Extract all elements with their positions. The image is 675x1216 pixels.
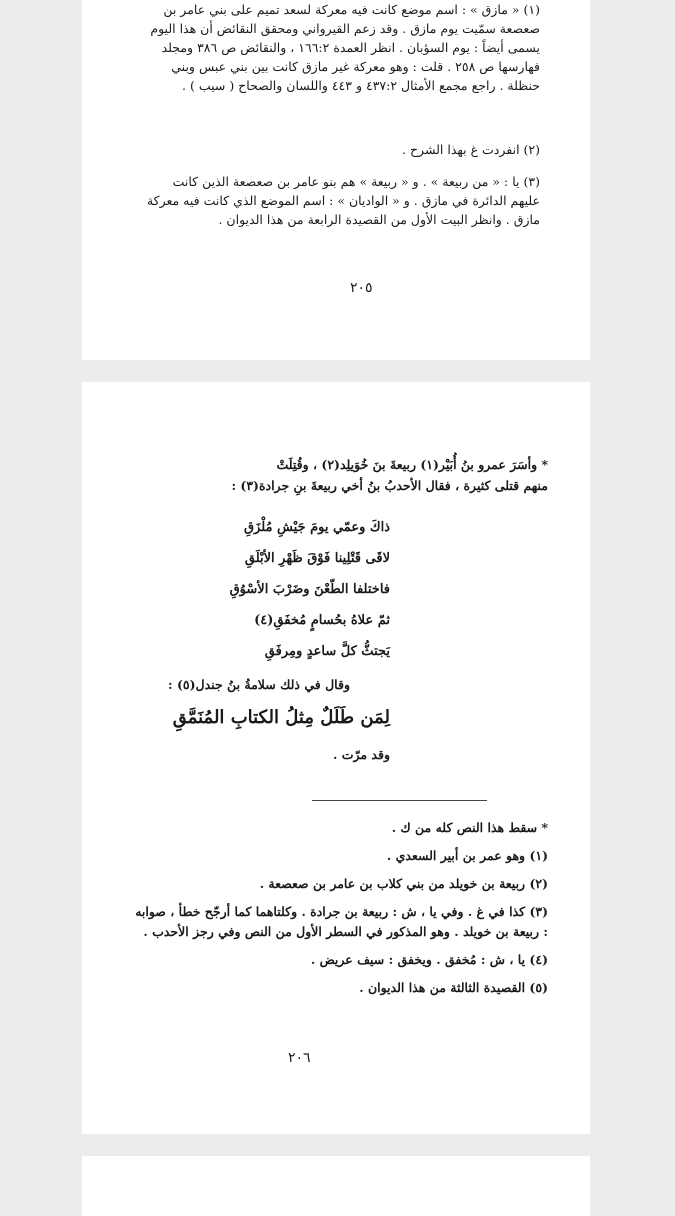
page-number: ٢٠٦ [288,1050,311,1066]
footnote-divider [312,800,487,801]
intro-paragraph [128,454,548,496]
footnote-text: (٢) انفردت غ بهذا الشرح . [402,142,540,157]
footnote-1 [140,0,540,95]
footnote-text: (٤) يا ، ش : مُخفق . ويخفق : سيف عريض . [310,952,548,967]
document-page-205 [82,0,590,360]
footnotes-block [128,818,548,1006]
salama-intro: وقال في ذلك سلامةُ بنُ جندل(٥) : [168,677,350,692]
page-number: ٢٠٥ [350,280,373,296]
verse-line: ذاكَ وعمّي يومَ جَيْشِ مُلْزَقِ [243,520,390,535]
footnote-text: * سقط هذا النص كله من ك . [391,820,548,835]
rajaz-verses [230,512,390,667]
footnote-text: (٣) كذا في غ . وفي يا ، ش : ربيعة بن جرادة . وكلتاهما كما أرجّح خطأ ، صوابه : ربيعة بن خويلد . وهو المذكور في السطر الأول من النص وفي رجز الأحدب . [135,904,548,939]
intro-line: منهم قتلى كثيرة ، فقال الأحدبُ بنُ أخي ربيعةَ بنِ جرادة(٣) : [231,478,548,493]
verse-line: فاختلفا الطّعْنَ وضَرْبَ الأسْوُقِ [229,582,390,597]
salama-note: وقد مرّت . [333,747,390,762]
footnote-text: (٥) القصيدة الثالثة من هذا الديوان . [359,980,548,995]
footnote-text: (١) وهو عمر بن أبير السعدي . [386,848,548,863]
footnote-text: (١) « مازق » : اسم موضع كانت فيه معركة لسعد تميم على بني عامر بن صعصعة سمّيت يوم مازق . وقد زعم القيرواني ومحقق النقائض أن هذا اليوم يسمى أيضاً : يوم السؤبان . انظر العمدة ١٦٦:٢ ، والنقائض ص ٣٨٦ ومجلد فهارسها ص ٢٥٨ . قلت : وهو معركة غير مازق كانت بين بني عبس وبني حنظلة . راجع مجمع الأمثال ٤٣٧:٢ و ٤٤٣ واللسان والصحاح ( سيب ) . [150,2,540,93]
footnote-3 [140,172,540,229]
footnote-text: (٣) يا : « من ربيعة » . و « ربيعة » هم بنو عامر بن صعصعة الذين كانت عليهم الدائرة في مازق . و « الواديان » : اسم الموضع الذي كانت فيه معركة مازق . وانظر البيت الأول من القصيدة الرابعة من هذا الديوان . [146,174,540,227]
intro-line: * وأسَرَ عمرو بنُ أُبَيْر(١) ربيعةَ بنَ خُوَيلِد(٢) ، وقُتِلَتْ [276,457,548,472]
verse-line: يَجتثُّ كلَّ ساعدٍ ومِرفَقِ [264,644,390,659]
verse-line: لاقَى قَتْلِينا فَوْقَ ظَهْرِ الأبْلَقِ [244,551,390,566]
document-page-next [82,1156,590,1216]
verse-line: ثمّ علاهُ بحُسامٍ مُخفَقِ(٤) [254,613,390,628]
footnote-2 [140,140,540,159]
salama-verse: لِمَن طَلَلٌ مِثلُ الكتابِ المُنَمَّقِ [172,707,390,728]
document-page-206 [82,382,590,1134]
footnote-text: (٢) ربيعة بن خويلد من بني كلاب بن عامر بن صعصعة . [259,876,548,891]
